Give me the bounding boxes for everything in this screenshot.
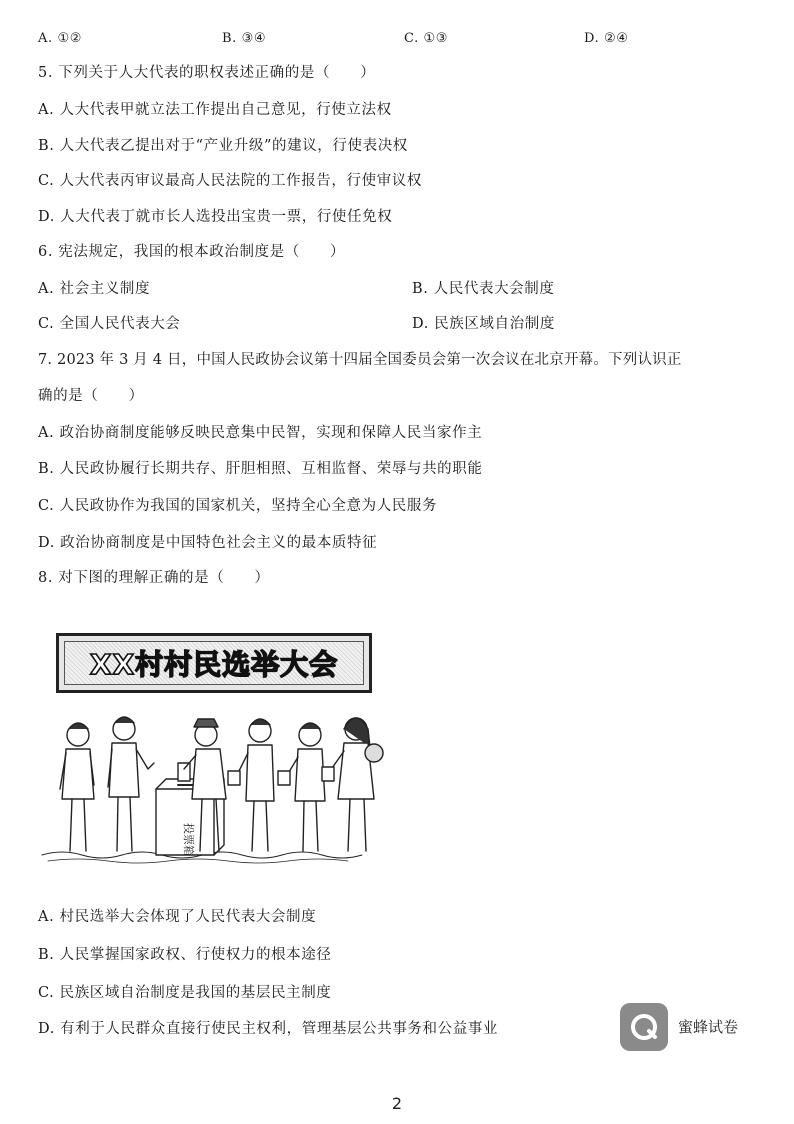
bee-logo-icon (620, 1003, 668, 1051)
q7-option-a: A. 政治协商制度能够反映民意集中民智，实现和保障人民当家作主 (38, 425, 483, 441)
q7-option-d: D. 政治协商制度是中国特色社会主义的最本质特征 (38, 535, 378, 551)
prev-option-c: C. ①③ (404, 31, 449, 46)
q7-stem-line1: 7. 2023 年 3 月 4 日，中国人民政协会议第十四届全国委员会第一次会议在北京开幕。下列认识正 (38, 352, 682, 368)
q7-option-c: C. 人民政协作为我国的国家机关，坚持全心全意为人民服务 (38, 498, 438, 514)
q5-stem: 5. 下列关于人大代表的职权表述正确的是（ ） (38, 65, 376, 81)
voters-queue-drawing (38, 705, 394, 875)
q5-option-a: A. 人大代表甲就立法工作提出自己意见，行使立法权 (38, 102, 392, 118)
watermark-brand (620, 1003, 750, 1051)
q8-option-a: A. 村民选举大会体现了人民代表大会制度 (38, 909, 317, 925)
q6-option-a: A. 社会主义制度 (38, 281, 151, 297)
watermark-text: 蜜蜂试卷 (678, 1018, 739, 1036)
prev-option-a: A. ①② (38, 31, 82, 46)
figure-banner-text: XX村村民选举大会 (64, 641, 364, 685)
q5-option-c: C. 人大代表丙审议最高人民法院的工作报告，行使审议权 (38, 173, 422, 189)
q6-stem: 6. 宪法规定，我国的根本政治制度是（ ） (38, 244, 346, 260)
q8-option-b: B. 人民掌握国家政权、行使权力的根本途径 (38, 947, 332, 963)
q6-option-c: C. 全国人民代表大会 (38, 316, 181, 332)
q8-option-c: C. 民族区域自治制度是我国的基层民主制度 (38, 985, 332, 1001)
villager-figure-6 (322, 718, 383, 851)
q5-option-b: B. 人大代表乙提出对于“产业升级”的建议，行使表决权 (38, 138, 408, 154)
q8-stem: 8. 对下图的理解正确的是（ ） (38, 570, 270, 586)
q7-stem-line2: 确的是（ ） (38, 388, 144, 404)
prev-option-d: D. ②④ (584, 31, 629, 46)
villager-figure-1 (60, 723, 94, 851)
prev-option-b: B. ③④ (222, 31, 267, 46)
ballot-box-label: 投票箱 (182, 823, 195, 856)
page-number: 2 (391, 1094, 403, 1113)
q7-option-b: B. 人民政协履行长期共存、肝胆相照、互相监督、荣辱与共的职能 (38, 461, 483, 477)
q8-option-d: D. 有利于人民群众直接行使民主权利，管理基层公共事务和公益事业 (38, 1021, 499, 1037)
q5-option-d: D. 人大代表丁就市长人选投出宝贵一票，行使任免权 (38, 209, 393, 225)
q6-option-d: D. 民族区域自治制度 (412, 316, 555, 332)
villager-figure-5 (278, 723, 325, 851)
village-election-illustration (38, 625, 394, 880)
villager-figure-4 (228, 719, 274, 851)
villager-figure-2 (108, 717, 154, 851)
figure-banner (56, 633, 372, 693)
q6-option-b: B. 人民代表大会制度 (412, 281, 555, 297)
